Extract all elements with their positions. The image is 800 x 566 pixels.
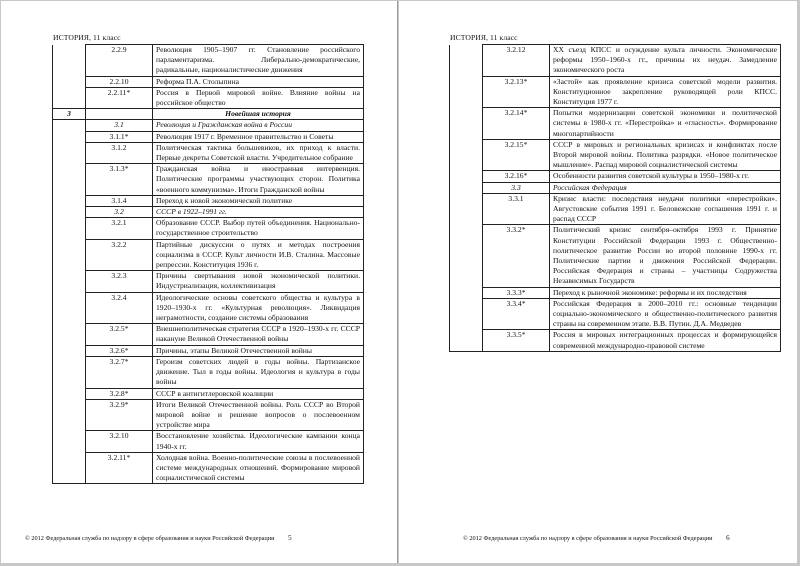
part-number — [53, 218, 86, 239]
element-code: 3.1.3* — [86, 164, 153, 196]
table-row — [450, 171, 781, 182]
table-row — [53, 87, 364, 108]
part-number — [450, 287, 483, 298]
element-description: СССР в мировых и региональных кризисах и конфликтах после Второй мировой войны. Политика разрядки. «Новое политическое мышление». Распад мировой социалистической системы — [550, 139, 781, 171]
element-description: Кризис власти: последствия неудачи политики «перестройки». Августовские события 1991 г. Беловежские соглашения 1991 г. и распад СССР — [550, 193, 781, 225]
table-row — [450, 193, 781, 225]
element-description: Попытки модернизации советской экономики и политической системы в 1980-х гг. «Перестройка» и «гласность». Формирование многопартийности — [550, 108, 781, 140]
element-description: Особенности развития советской культуры в 1950–1980-х гг. — [550, 171, 781, 182]
element-code: 2.2.9 — [86, 45, 153, 77]
element-code: 2.2.11* — [86, 87, 153, 108]
curriculum-table — [52, 44, 364, 484]
table-row — [53, 164, 364, 196]
element-description: Новейшая история — [153, 109, 364, 120]
element-description: Политический кризис сентября–октября 1993 г. Принятие Конституции Российской Федерации 1993 г. Общественно-политическое развитие России во второй половине 1990-х гг. Политические партии и движения Российской Федерации. Российская Федерация и страны – участницы Содружества Независимых Государств — [550, 225, 781, 287]
table-row — [450, 330, 781, 351]
part-number — [53, 45, 86, 77]
part-number — [450, 139, 483, 171]
part-number — [53, 271, 86, 292]
table-row — [450, 182, 781, 193]
element-description: Россия в Первой мировой войне. Влияние войны на российское общество — [153, 87, 364, 108]
table-row — [53, 388, 364, 399]
element-code: 3.2.5* — [86, 324, 153, 345]
part-number — [450, 45, 483, 77]
element-description: Россия в мировых интеграционных процессах и формирующейся современной международно-правовой системе — [550, 330, 781, 351]
table-row — [450, 225, 781, 287]
element-code: 3.1.4 — [86, 195, 153, 206]
table-row — [53, 120, 364, 131]
element-description: Холодная война. Военно-политические союзы в послевоенной системе международных отношений. Формирование мировой социалистической системы — [153, 452, 364, 484]
element-code: 3.3.5* — [483, 330, 550, 351]
table-row — [53, 239, 364, 271]
table-row — [450, 287, 781, 298]
element-code: 3.3.2* — [483, 225, 550, 287]
table-row — [53, 131, 364, 142]
part-number — [53, 131, 86, 142]
element-description: Причины, этапы Великой Отечественной войны — [153, 345, 364, 356]
element-code: 3.2.4 — [86, 292, 153, 324]
page-footer — [463, 534, 730, 542]
part-number — [53, 452, 86, 484]
element-code: 3.2.10 — [86, 431, 153, 452]
part-number — [53, 164, 86, 196]
element-code: 3.3.1 — [483, 193, 550, 225]
part-number — [53, 120, 86, 131]
table-row — [53, 271, 364, 292]
table-row — [53, 345, 364, 356]
element-description: Революция и Гражданская война в России — [153, 120, 364, 131]
element-code: 3.1.2 — [86, 142, 153, 163]
part-number — [53, 292, 86, 324]
part-number — [450, 182, 483, 193]
table-row — [53, 431, 364, 452]
element-code: 3.2.1 — [86, 218, 153, 239]
element-code: 3.3.4* — [483, 298, 550, 330]
element-code: 3.2.3 — [86, 271, 153, 292]
copyright-text: © 2012 Федеральная служба по надзору в сфере образования и науки Российской Федерации — [25, 535, 275, 542]
part-number — [450, 108, 483, 140]
element-code: 3.2.6* — [86, 345, 153, 356]
element-description: Героизм советских людей в годы войны. Партизанское движение. Тыл в годы войны. Идеология и культура в годы войны — [153, 356, 364, 388]
part-number — [53, 399, 86, 431]
element-description: Революция 1917 г. Временное правительство и Советы — [153, 131, 364, 142]
copyright-text: © 2012 Федеральная служба по надзору в сфере образования и науки Российской Федерации — [463, 535, 713, 542]
running-head: ИСТОРИЯ, 11 класс — [53, 33, 121, 42]
element-code: 3.2 — [86, 207, 153, 218]
part-number — [53, 239, 86, 271]
element-description: Гражданская война и иностранная интервенция. Политические программы участвующих сторон. Политика «военного коммунизма». Итоги Гражданской войны — [153, 164, 364, 196]
element-description: Переход к новой экономической политике — [153, 195, 364, 206]
element-code: 3.2.14* — [483, 108, 550, 140]
table-row — [53, 195, 364, 206]
part-number — [450, 298, 483, 330]
part-number — [450, 330, 483, 351]
element-code: 3.2.16* — [483, 171, 550, 182]
element-description: Реформа П.А. Столыпина — [153, 76, 364, 87]
table-row — [53, 218, 364, 239]
part-number — [450, 193, 483, 225]
element-description: Образование СССР. Выбор путей объединения. Национально-государственное строительство — [153, 218, 364, 239]
element-description: «Застой» как проявление кризиса советской модели развития. Конституционное закрепление руководящей роли КПСС. Конституция 1977 г. — [550, 76, 781, 108]
page-number: 5 — [288, 534, 292, 542]
table-row — [53, 399, 364, 431]
element-code: 3.2.8* — [86, 388, 153, 399]
table-row — [450, 76, 781, 108]
part-number — [450, 171, 483, 182]
element-description: Революция 1905–1907 гг. Становление российского парламентаризма. Либерально-демократические, радикальные, националистические движения — [153, 45, 364, 77]
part-number — [53, 345, 86, 356]
element-code: 3.2.13* — [483, 76, 550, 108]
element-description: Российская Федерация в 2000–2010 гг.: основные тенденции социально-экономического и общественно-политического развития страны на современном этапе. В.В. Путин. Д.А. Медведев — [550, 298, 781, 330]
element-description: Восстановление хозяйства. Идеологические кампании конца 1940-х гг. — [153, 431, 364, 452]
table-row — [450, 139, 781, 171]
part-number — [53, 195, 86, 206]
element-code: 3.1.1* — [86, 131, 153, 142]
element-code — [86, 109, 153, 120]
table-row — [53, 324, 364, 345]
element-code: 3.1 — [86, 120, 153, 131]
element-code: 3.2.9* — [86, 399, 153, 431]
page-left — [1, 1, 398, 563]
part-number — [450, 225, 483, 287]
element-description: Российская Федерация — [550, 182, 781, 193]
part-number — [53, 76, 86, 87]
table-row — [53, 76, 364, 87]
table-row — [53, 207, 364, 218]
element-description: Переход к рыночной экономике: реформы и их последствия — [550, 287, 781, 298]
table-row — [53, 452, 364, 484]
element-description: Идеологические основы советского общества и культура в 1920–1930-х гг. «Культурная революция». Ликвидация неграмотности, создание системы образования — [153, 292, 364, 324]
element-code: 3.2.11* — [86, 452, 153, 484]
curriculum-table — [449, 44, 781, 352]
table-row — [53, 45, 364, 77]
part-number — [53, 431, 86, 452]
table-row — [53, 292, 364, 324]
part-number: 3 — [53, 109, 86, 120]
table-row — [450, 108, 781, 140]
running-head: ИСТОРИЯ, 11 класс — [450, 33, 518, 42]
table-row — [53, 356, 364, 388]
element-description: СССР в 1922–1991 гг. — [153, 207, 364, 218]
element-description: XX съезд КПСС и осуждение культа личности. Экономические реформы 1950–1960-х гг., причины их неудач. Замедление экономического роста — [550, 45, 781, 77]
table-row — [450, 45, 781, 77]
part-number — [53, 324, 86, 345]
table-row — [53, 109, 364, 120]
part-number — [53, 388, 86, 399]
part-number — [53, 356, 86, 388]
element-code: 3.2.2 — [86, 239, 153, 271]
element-code: 3.2.15* — [483, 139, 550, 171]
element-code: 3.2.7* — [86, 356, 153, 388]
page-footer — [25, 534, 292, 542]
part-number — [53, 207, 86, 218]
element-description: Причины свертывания новой экономической политики. Индустриализация, коллективизация — [153, 271, 364, 292]
element-description: Внешнеполитическая стратегия СССР в 1920–1930-х гг. СССР накануне Великой Отечественной войны — [153, 324, 364, 345]
table-row — [450, 298, 781, 330]
part-number — [53, 87, 86, 108]
page-number: 6 — [726, 534, 730, 542]
part-number — [53, 142, 86, 163]
element-description: СССР в антигитлеровской коалиции — [153, 388, 364, 399]
element-code: 3.2.12 — [483, 45, 550, 77]
element-description: Партийные дискуссии о путях и методах построения социализма в СССР. Культ личности И.В. Сталина. Массовые репрессии. Конституция 1936 г. — [153, 239, 364, 271]
part-number — [450, 76, 483, 108]
element-description: Политическая тактика большевиков, их приход к власти. Первые декреты Советской власти. Учредительное собрание — [153, 142, 364, 163]
element-code: 3.3 — [483, 182, 550, 193]
element-description: Итоги Великой Отечественной войны. Роль СССР во Второй мировой войне и решение вопросов о послевоенном устройстве мира — [153, 399, 364, 431]
table-row — [53, 142, 364, 163]
element-code: 2.2.10 — [86, 76, 153, 87]
element-code: 3.3.3* — [483, 287, 550, 298]
page-right — [399, 1, 797, 563]
